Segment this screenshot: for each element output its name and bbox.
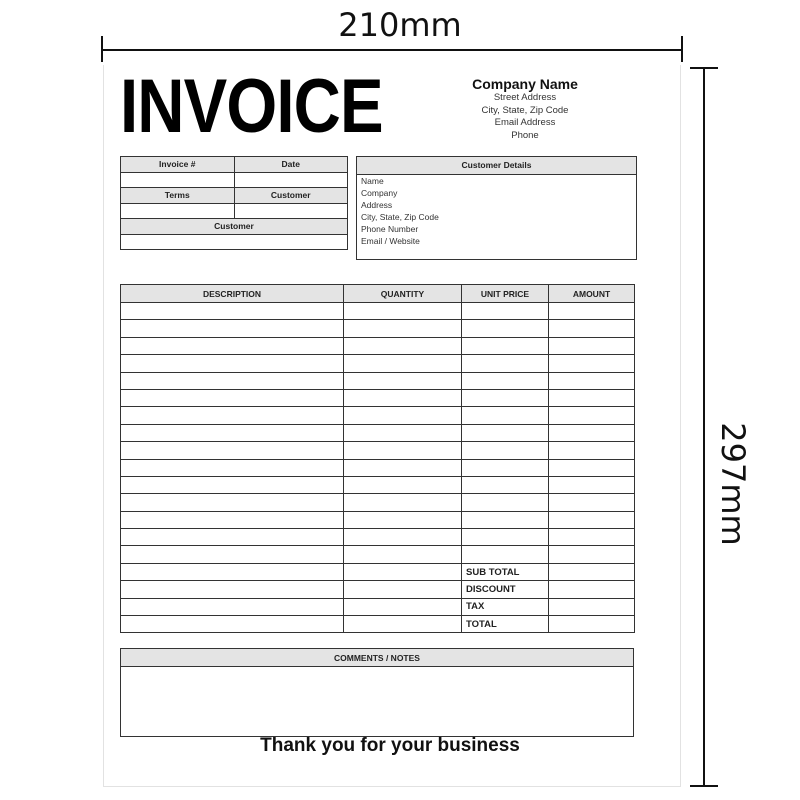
- width-dimension-tick-left: [101, 36, 103, 62]
- cell-unit-price[interactable]: [462, 459, 549, 476]
- customer-city-line: City, State, Zip Code: [361, 211, 439, 222]
- cell-amount[interactable]: [549, 476, 635, 493]
- cell-amount[interactable]: [549, 389, 635, 406]
- cell-unit-price[interactable]: [462, 355, 549, 372]
- line-items-table: [120, 284, 635, 633]
- invoice-number-label: Invoice #: [121, 157, 235, 173]
- cell-unit-price[interactable]: [462, 546, 549, 563]
- width-dimension-label: 210mm: [338, 6, 462, 44]
- table-row: [121, 424, 635, 441]
- cell-quantity[interactable]: [344, 511, 462, 528]
- customer-address-line: Address: [361, 199, 393, 210]
- cell-description[interactable]: [121, 355, 344, 372]
- cell-quantity[interactable]: [344, 616, 462, 633]
- totals-value-field[interactable]: [549, 563, 635, 580]
- cell-amount[interactable]: [549, 355, 635, 372]
- totals-label: TOTAL: [462, 616, 549, 633]
- totals-value-field[interactable]: [549, 581, 635, 598]
- cell-amount[interactable]: [549, 407, 635, 424]
- customer-label: Customer: [234, 188, 348, 204]
- cell-description[interactable]: [121, 511, 344, 528]
- customer-email-line: Email / Website: [361, 235, 420, 246]
- cell-quantity[interactable]: [344, 459, 462, 476]
- table-row: [121, 303, 635, 320]
- date-label: Date: [234, 157, 348, 173]
- totals-label: SUB TOTAL: [462, 563, 549, 580]
- totals-label: TAX: [462, 598, 549, 615]
- totals-value-field[interactable]: [549, 598, 635, 615]
- comments-notes-header: COMMENTS / NOTES: [121, 649, 634, 667]
- cell-description[interactable]: [121, 389, 344, 406]
- cell-amount[interactable]: [549, 459, 635, 476]
- cell-description[interactable]: [121, 372, 344, 389]
- totals-label: DISCOUNT: [462, 581, 549, 598]
- company-city: City, State, Zip Code: [481, 104, 569, 116]
- customer-details-box: [356, 156, 637, 260]
- table-row: [121, 494, 635, 511]
- customer-field-2[interactable]: [121, 234, 348, 250]
- table-row: [121, 459, 635, 476]
- customer-name-line: Name: [361, 176, 384, 186]
- cell-quantity[interactable]: [344, 598, 462, 615]
- thank-you-footer: Thank you for your business: [260, 735, 520, 756]
- cell-unit-price[interactable]: [462, 407, 549, 424]
- company-name: Company Name: [472, 76, 578, 92]
- column-header-unit-price: UNIT PRICE: [462, 285, 549, 303]
- cell-quantity[interactable]: [344, 320, 462, 337]
- cell-quantity[interactable]: [344, 424, 462, 441]
- cell-unit-price[interactable]: [462, 389, 549, 406]
- cell-quantity[interactable]: [344, 407, 462, 424]
- comments-notes-table: [120, 648, 634, 737]
- width-dimension-line: [102, 49, 682, 51]
- cell-description[interactable]: [121, 476, 344, 493]
- cell-description[interactable]: [121, 563, 344, 580]
- cell-description[interactable]: [121, 494, 344, 511]
- customer-phone-line: Phone Number: [361, 223, 419, 234]
- cell-description[interactable]: [121, 459, 344, 476]
- column-header-description: DESCRIPTION: [121, 285, 344, 303]
- cell-amount[interactable]: [549, 320, 635, 337]
- totals-value-field[interactable]: [549, 616, 635, 633]
- table-row: [121, 407, 635, 424]
- cell-quantity[interactable]: [344, 303, 462, 320]
- cell-amount[interactable]: [549, 546, 635, 563]
- cell-unit-price[interactable]: [462, 511, 549, 528]
- cell-quantity[interactable]: [344, 529, 462, 546]
- cell-quantity[interactable]: [344, 372, 462, 389]
- invoice-title: INVOICE: [120, 64, 383, 149]
- cell-description[interactable]: [121, 424, 344, 441]
- cell-quantity[interactable]: [344, 494, 462, 511]
- totals-row: [121, 581, 635, 598]
- cell-description[interactable]: [121, 616, 344, 633]
- totals-row: [121, 616, 635, 633]
- height-dimension-line: [703, 68, 705, 786]
- table-row: [121, 529, 635, 546]
- cell-unit-price[interactable]: [462, 320, 549, 337]
- cell-amount[interactable]: [549, 372, 635, 389]
- column-header-quantity: QUANTITY: [344, 285, 462, 303]
- cell-quantity[interactable]: [344, 563, 462, 580]
- table-row: [121, 372, 635, 389]
- table-row: [121, 337, 635, 354]
- cell-unit-price[interactable]: [462, 303, 549, 320]
- cell-quantity[interactable]: [344, 442, 462, 459]
- invoice-meta-table: [120, 156, 348, 250]
- cell-description[interactable]: [121, 529, 344, 546]
- cell-unit-price[interactable]: [462, 494, 549, 511]
- cell-quantity[interactable]: [344, 581, 462, 598]
- height-dimension-tick-bottom: [690, 785, 718, 787]
- terms-field[interactable]: [121, 203, 235, 219]
- date-field[interactable]: [234, 172, 348, 188]
- cell-quantity[interactable]: [344, 546, 462, 563]
- cell-amount[interactable]: [549, 494, 635, 511]
- cell-quantity[interactable]: [344, 476, 462, 493]
- column-header-amount: AMOUNT: [549, 285, 635, 303]
- table-row: [121, 355, 635, 372]
- cell-description[interactable]: [121, 303, 344, 320]
- cell-description[interactable]: [121, 407, 344, 424]
- cell-description[interactable]: [121, 598, 344, 615]
- table-row: [121, 442, 635, 459]
- cell-quantity[interactable]: [344, 355, 462, 372]
- table-row: [121, 511, 635, 528]
- cell-description[interactable]: [121, 337, 344, 354]
- company-email: Email Address: [494, 117, 556, 129]
- company-phone: Phone: [511, 129, 539, 141]
- height-dimension-label: 297mm: [714, 422, 752, 546]
- cell-amount[interactable]: [549, 442, 635, 459]
- cell-unit-price[interactable]: [462, 372, 549, 389]
- cell-amount[interactable]: [549, 424, 635, 441]
- cell-unit-price[interactable]: [462, 337, 549, 354]
- cell-quantity[interactable]: [344, 389, 462, 406]
- cell-description[interactable]: [121, 581, 344, 598]
- customer-details-header: Customer Details: [357, 157, 636, 175]
- cell-description[interactable]: [121, 546, 344, 563]
- cell-unit-price[interactable]: [462, 529, 549, 546]
- width-dimension-tick-right: [681, 36, 683, 62]
- comments-notes-field[interactable]: [121, 667, 634, 737]
- customer-field[interactable]: [234, 203, 348, 219]
- cell-amount[interactable]: [549, 337, 635, 354]
- company-street: Street Address: [493, 92, 557, 103]
- cell-amount[interactable]: [549, 303, 635, 320]
- height-dimension-tick-top: [690, 67, 718, 69]
- table-row: [121, 546, 635, 563]
- table-row: [121, 476, 635, 493]
- cell-unit-price[interactable]: [462, 424, 549, 441]
- table-row: [121, 320, 635, 337]
- totals-row: [121, 563, 635, 580]
- cell-description[interactable]: [121, 320, 344, 337]
- terms-label: Terms: [121, 188, 235, 204]
- cell-unit-price[interactable]: [462, 442, 549, 459]
- cell-amount[interactable]: [549, 529, 635, 546]
- cell-unit-price[interactable]: [462, 476, 549, 493]
- cell-amount[interactable]: [549, 511, 635, 528]
- table-row: [121, 389, 635, 406]
- totals-row: [121, 598, 635, 615]
- customer-company-line: Company: [361, 187, 398, 198]
- invoice-number-field[interactable]: [121, 172, 235, 188]
- cell-quantity[interactable]: [344, 337, 462, 354]
- cell-description[interactable]: [121, 442, 344, 459]
- customer-label-2: Customer: [121, 219, 348, 235]
- company-block: [450, 76, 600, 142]
